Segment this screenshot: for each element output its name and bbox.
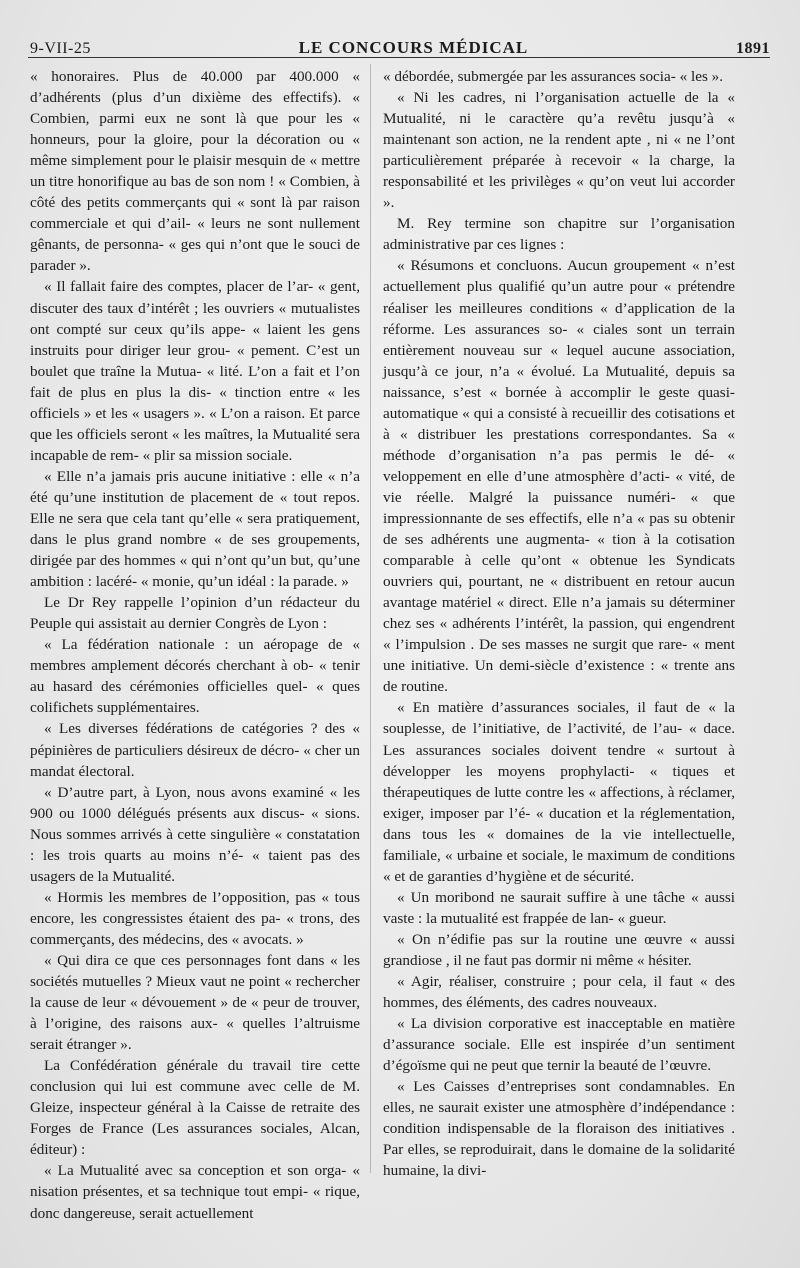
paragraph: « Elle n’a jamais pris aucune initiative : elle « n’a été qu’une institution de placement de « tout repos. Elle ne sera que cela tant qu’elle « sera pratiquement, dans le plus grand nombre « de ses groupements, dirigée par des hommes « qui n’ont qu’un but, qu’une ambition : lacéré- « monie, qu’un idéal : la parade. » [30, 467, 360, 591]
paragraph: Le Dr Rey rappelle l’opinion d’un rédacteur du Peuple qui assistait au dernier Congrès de Lyon : [30, 594, 360, 633]
paragraph: « La fédération nationale : un aéropage de « membres amplement décorés cherchant à ob- « tenir au hasard des cérémonies officielles quel- « ques colifichets supplémentaires. [30, 636, 360, 717]
paragraph: « Agir, réaliser, construire ; pour cela, il faut « des hommes, des éléments, des cadres nouveaux. [383, 973, 735, 1012]
paragraph: « Qui dira ce que ces personnages font dans « les sociétés mutuelles ? Mieux vaut ne point « rechercher la cause de leur « dévouement » de « peur de trouver, à l’origine, des raisons aux- « quelles l’altruisme serait étranger ». [30, 951, 360, 1054]
paragraph: « En matière d’assurances sociales, il faut de « la souplesse, de l’initiative, de l’activité, de l’au- « dace. Les assurances sociales doivent tendre « surtout à développer les moyens prophylacti- « tiques et thérapeutiques de lutte contre les « affections, à réclamer, exiger, imposer par l’é- « ducation et la réglementation, dans tous les « domaines de la vie intellectuelle, familiale, « urbaine et sociale, le maximum de conditions « et de garanties d’hygiène et de sécurité. [383, 699, 735, 885]
paragraph: « La division corporative est inacceptable en matière d’assurance sociale. Elle est inspirée d’un sentiment d’égoïsme qui ne peut que ternir la beauté de l’œuvre. [383, 1015, 735, 1075]
paragraph: « honoraires. Plus de 40.000 par 400.000 « d’adhérents (plus d’un dixième des effectifs). « Combien, parmi eux ne sont là que pour les « honneurs, pour la gloire, pour la décoration ou « même simplement pour le plaisir mesquin de « mettre un titre honorifique au bas de son nom ! « Combien, à côté des petits commerçants qui « sont là par raison commerciale et qui d’ail- « leurs ne sont nullement gênants, de personna- « ges qui n’ont que le souci de parader ». [30, 68, 360, 275]
issue-date: 9-VII-25 [30, 40, 91, 57]
paragraph: « Hormis les membres de l’opposition, pas « tous encore, les congressistes étaient des pa- « trons, des commerçants, des médecins, des « avocats. » [30, 888, 360, 948]
paragraph: « Un moribond ne saurait suffire à une tâche « aussi vaste : la mutualité est frappée de lan- « gueur. [383, 888, 735, 927]
page-number: 1891 [735, 40, 770, 57]
column-divider [370, 64, 371, 1173]
paragraph: « Résumons et concluons. Aucun groupement « n’est actuellement plus qualifié qu’un autre pour « prétendre réaliser les meilleures conditions « d’application de la réforme. Les assurances so- « ciales sont un terrain entièrement nouveau sur « lequel aucune association, jusqu’à ce jour, n’a « évolué. La Mutualité, depuis sa naissance, s’est « bornée à accomplir le geste quasi-automatique « qui a consisté à recueillir des cotisations et à « distribuer les prestations correspondantes. Sa « méthode d’organisation n’a pas permis le dé- « veloppement en elle d’une atmosphère d’acti- « vité, de vie réelle. Malgré la puissance numéri- « que impressionnante de ses effectifs, elle n’a « pas su obtenir de ses adhérents une augmenta- « tion à la cotisation comparable à celle qu’ont « obtenue les Syndicats ouvriers qui, pourtant, ne « distribuent en retour aucun avantage matériel « direct. Elle n’a jamais su déterminer chez ses « adhérents l’intérêt, la passion, qui engendrent « l’impulsion . De ses masses ne surgit que rare- « ment une initiative. Un demi-siècle d’existence : « trente ans de routine. [383, 257, 735, 696]
paragraph: « Les diverses fédérations de catégories ? des « pépinières de particuliers désireux de décro- « cher un mandat électoral. [30, 720, 360, 780]
paragraph: « D’autre part, à Lyon, nous avons examiné « les 900 ou 1000 délégués présents aux discus- « sions. Nous sommes arrivés à cette singulière « constatation : les trois quarts au moins n’é- « taient pas des usagers de la Mutualité. [30, 783, 360, 885]
paragraph: « La Mutualité avec sa conception et son orga- « nisation présentes, et sa technique tout empi- « rique, donc dangereuse, serait actuellement [30, 1162, 360, 1222]
paragraph: « Il fallait faire des comptes, placer de l’ar- « gent, discuter des taux d’intérêt ; les ouvriers « mutualistes ont compté sur ceux qu’ils appe- « laient les gens instruits pour diriger leur grou- « pement. C’est un boulet que traîne la Mutua- « lité. L’on a fait et l’on fait de plus en plus la dis- « tinction entre « les officiels » et les « usagers ». « L’on a raison. Et parce que les officiels seront « les maîtres, la Mutualité sera incapable de rem- « plir sa mission sociale. [30, 278, 360, 464]
paragraph: « débordée, submergée par les assurances socia- « les ». [383, 68, 724, 85]
right-column [383, 66, 735, 1181]
journal-title: LE CONCOURS MÉDICAL [298, 38, 529, 57]
page-header [30, 28, 770, 58]
paragraph: M. Rey termine son chapitre sur l’organisation administrative par ces lignes : [383, 215, 735, 254]
left-column [30, 66, 360, 1224]
header-rule [28, 57, 770, 58]
paragraph: La Confédération générale du travail tire cette conclusion qui lui est commune avec celle de M. Gleize, inspecteur général à la Caisse de retraite des Forges de France (Les assurances sociales, Alcan, éditeur) : [30, 1057, 360, 1159]
paragraph: « On n’édifie pas sur la routine une œuvre « aussi grandiose , il ne faut pas dormir ni même « hésiter. [383, 930, 735, 969]
paragraph: « Ni les cadres, ni l’organisation actuelle de la « Mutualité, ni le caractère qu’a revêtu jusqu’à « maintenant son action, ne la rendent apte , ni « ne l’ont particulièrement préparée à recevoir « la charge, la responsabilité et les privilèges « qu’on veut lui accorder ». [383, 89, 735, 212]
paragraph: « Les Caisses d’entreprises sont condamnables. En elles, ne saurait exister une atmosphère d’indépendance : condition indispensable de la floraison des initiatives . Par elles, se reproduirait, dans le domaine de la solidarité humaine, la divi- [383, 1078, 735, 1180]
